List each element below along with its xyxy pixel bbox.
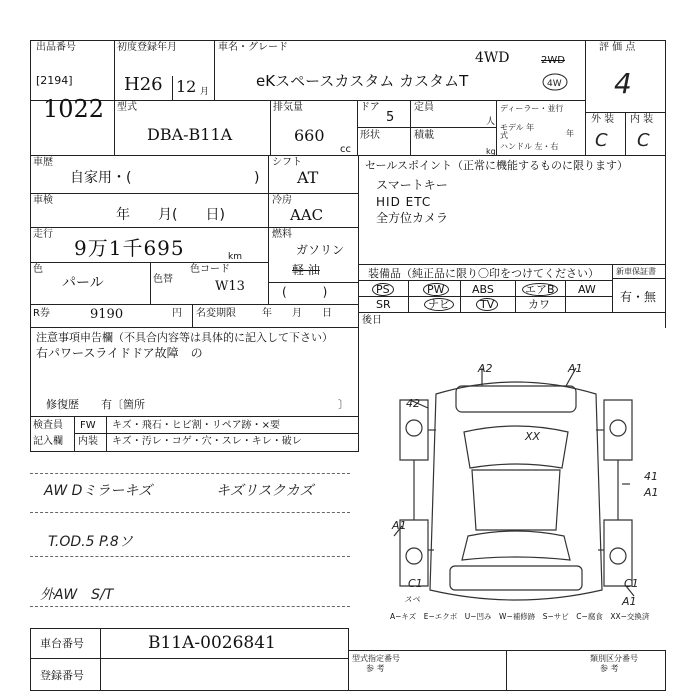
damage-mark: 41	[644, 470, 658, 483]
exterior-label: 外 装	[591, 114, 615, 125]
equipment-aw: AW	[578, 283, 596, 296]
car-damage-diagram	[380, 360, 665, 620]
model-value: DBA-B11A	[147, 125, 233, 144]
dealer-label: ディーラー・並行	[500, 104, 564, 113]
svg-text:4W: 4W	[547, 79, 562, 89]
shift-label: シフト	[272, 157, 302, 168]
capacity-unit: 人	[486, 117, 496, 127]
damage-mark: A1	[622, 595, 637, 608]
equipment-tv: TV	[476, 298, 498, 311]
damage-legend: A−キズ E−エクボ U−凹み W−補修跡 S−サビ C−腐食 XX−交換済	[390, 612, 650, 621]
equipment-pw: PW	[423, 283, 449, 296]
damage-mark: A1	[644, 486, 659, 499]
equipment-sr: SR	[376, 298, 391, 311]
equipment-leather: カワ	[528, 298, 550, 311]
damage-mark: A2	[478, 362, 493, 375]
recycle-unit: 円	[172, 308, 182, 319]
equipment-navi: ナビ	[424, 298, 454, 311]
fuel-diesel: 軽 油	[292, 263, 320, 277]
4wd-circle-mark	[540, 72, 570, 92]
reg-month: 12	[176, 77, 197, 96]
year-unit: 年	[566, 129, 574, 138]
type-number-label: 型式指定番号	[352, 654, 400, 663]
inspector-label: 検査員	[33, 420, 63, 431]
displacement-value: 660	[294, 126, 325, 145]
damage-mark: A1	[392, 519, 407, 532]
rename-value: 年 月 日	[262, 308, 332, 319]
fw-label: FW	[80, 420, 96, 431]
notes-label: 注意事項申告欄（不具合内容等は具体的に記入して下さい）	[36, 331, 333, 344]
type-number-ref: 参 考	[366, 664, 385, 673]
damage-mark: C1	[408, 577, 423, 590]
ac-value: AAC	[290, 206, 324, 224]
entry-label: 記入欄	[33, 436, 63, 447]
capacity-label: 定員	[414, 102, 434, 113]
reg-era-year: H26	[124, 74, 163, 95]
chassis-number: B11A-0026841	[148, 633, 276, 653]
load-unit: kg	[486, 147, 496, 156]
equipment-label: 装備品（純正品に限り〇印をつけてください）	[368, 267, 599, 280]
door-label: ドア	[360, 102, 380, 113]
sales-point-item: 全方位カメラ	[376, 211, 449, 225]
color-code-value: W13	[215, 279, 245, 294]
handwritten-note: T.OD.5 P.8ソ	[48, 534, 133, 550]
equipment-abs: ABS	[472, 283, 494, 296]
drive-4wd: 4WD	[475, 50, 510, 66]
car-name: eKスペースカスタム カスタムT	[256, 72, 469, 90]
sales-point-label: セールスポイント（正常に機能するものに限ります）	[365, 159, 629, 172]
inspection-value: 年 月( 日)	[116, 207, 225, 223]
first-reg-label: 初度登録年月	[117, 42, 177, 53]
mileage-value: 9万1千695	[74, 236, 185, 260]
model-label: 型式	[117, 102, 137, 113]
class-number-label: 類別区分番号	[590, 654, 638, 663]
color-code-label: 色コード	[190, 264, 230, 275]
score-label: 評 価 点	[599, 42, 636, 53]
inspection-label: 車検	[33, 195, 53, 206]
color-label: 色	[33, 264, 43, 275]
fuel-paren: ( )	[282, 285, 328, 299]
after-label: 後日	[362, 315, 382, 326]
history-label: 車歴	[33, 157, 53, 168]
equipment-airbag: エアB	[522, 283, 558, 296]
history-value: 自家用・(	[70, 170, 132, 186]
door-value: 5	[386, 110, 395, 125]
sales-point-item: スマートキー	[376, 178, 448, 192]
recycle-label: R券	[33, 308, 50, 319]
interior-value: C	[637, 130, 650, 151]
fuel-label: 燃料	[272, 229, 292, 240]
color-value: パール	[62, 275, 104, 291]
mileage-label: 走行	[33, 229, 53, 240]
score-value: 4	[614, 67, 632, 100]
mileage-unit: km	[228, 252, 242, 262]
warranty-value: 有・無	[620, 290, 657, 304]
shift-value: AT	[297, 168, 319, 187]
model-year-label: モデル 年式	[500, 123, 535, 140]
shape-label: 形状	[360, 130, 380, 141]
chassis-label: 車台番号	[40, 637, 84, 650]
sales-point-item: HID ETC	[376, 195, 432, 209]
registration-label: 登録番号	[40, 669, 84, 682]
damage-mark: A1	[568, 362, 583, 375]
handle-label: ハンドル 左・右	[500, 142, 559, 151]
interior-entry-label: 内装	[78, 436, 98, 447]
handwritten-note: キズリスクカズ	[216, 483, 314, 499]
interior-damage-types: キズ・汚レ・コゲ・穴・スレ・キレ・破レ	[112, 436, 302, 447]
displacement-unit: cc	[340, 144, 351, 155]
damage-mark: XX	[525, 430, 541, 443]
rename-label: 名変期限	[196, 308, 236, 319]
lot-label: 出品番号	[36, 42, 76, 53]
lot-number: 1022	[43, 95, 105, 123]
recycle-value: 9190	[90, 307, 124, 322]
repair-history: 修復歴 有〔箇所	[46, 398, 145, 411]
notes-text: 右パワースライドドア故障 の	[36, 346, 203, 360]
exterior-value: C	[595, 130, 608, 151]
equipment-ps: PS	[372, 283, 394, 296]
damage-mark: C1	[624, 577, 639, 590]
damage-mark: 42	[406, 397, 420, 410]
handwritten-note: 外AW S/T	[40, 587, 114, 603]
car-name-label: 車名・グレード	[218, 42, 288, 53]
interior-label: 内 装	[630, 114, 654, 125]
ac-label: 冷房	[272, 195, 292, 206]
displacement-label: 排気量	[273, 102, 303, 113]
repair-close: 〕	[338, 398, 349, 411]
fuel-gasoline: ガソリン	[296, 243, 345, 257]
exterior-damage-types: キズ・飛石・ヒビ割・リペア跡・×要	[112, 420, 280, 431]
class-number-ref: 参 考	[600, 664, 619, 673]
reg-month-unit: 月	[200, 87, 210, 97]
color-change-label: 色替	[153, 274, 173, 285]
lot-code: [2194]	[36, 74, 73, 87]
damage-mark: スペ	[404, 595, 420, 604]
handwritten-note: AW Dミラーキズ	[44, 483, 153, 499]
history-close: )	[254, 170, 260, 186]
warranty-label: 新車保証書	[616, 267, 656, 276]
drive-2wd: 2WD	[541, 55, 565, 66]
load-label: 積載	[414, 130, 434, 141]
